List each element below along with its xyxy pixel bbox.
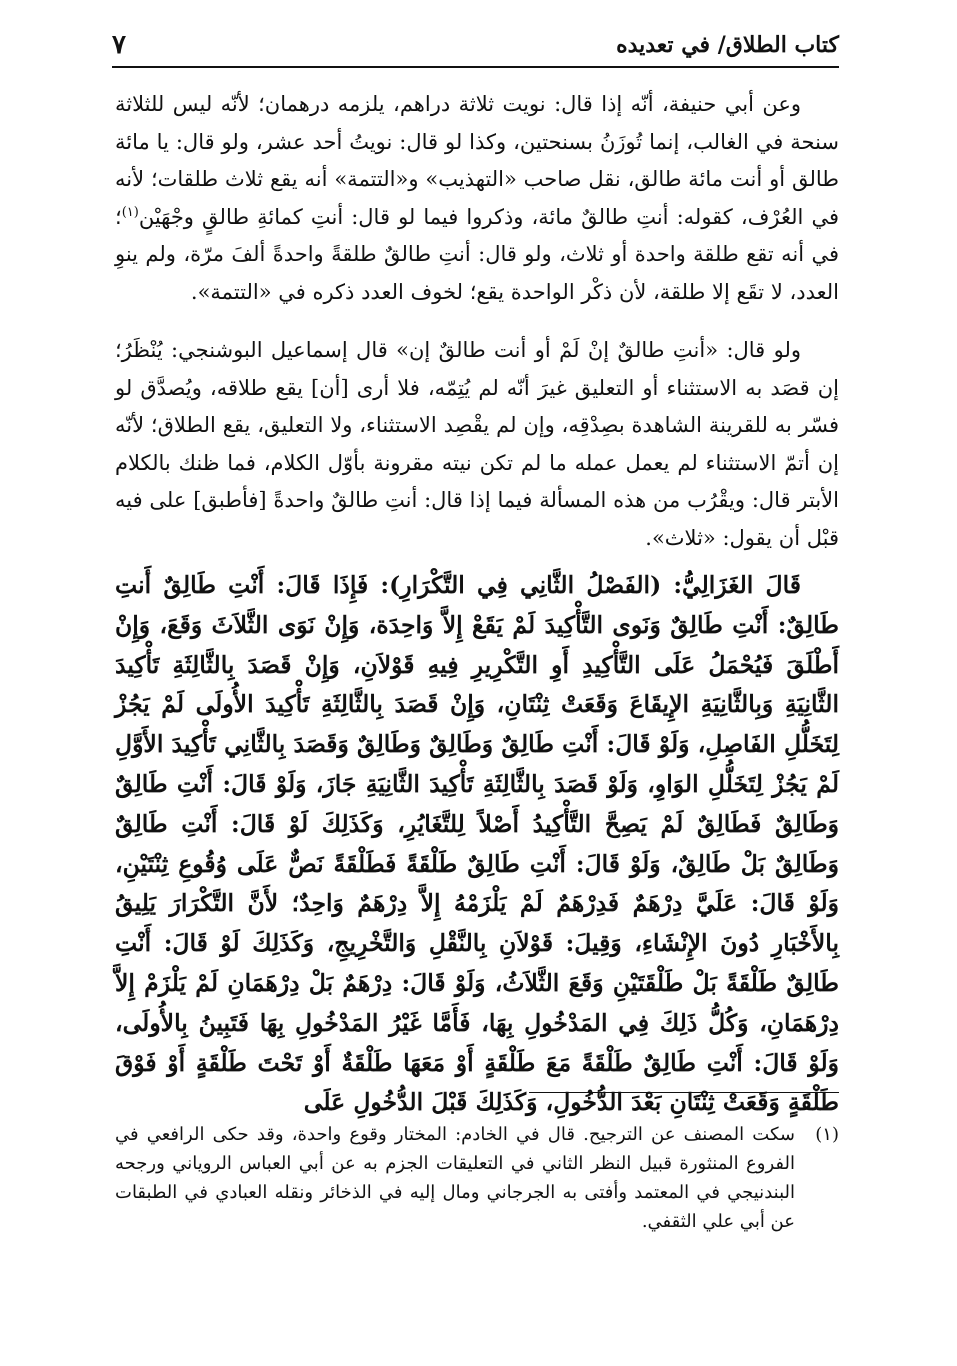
paragraph-1-text: وعن أبي حنيفة، أنّه إذا قال: نويت ثلاثة دراهم، يلزمه درهمان؛ لأنّه ليس للثلاثة سنحة في الغالب، إنما تُوزَنُ بسنحتين، وكذا لو قال: نويتُ أحد عشر، ولو قال: يا مائة طالق أو أنت مائة طالق، نقل صاحب «التهذيب» و«التتمة» أنه يقع ثلاث طلقات؛ لأنه في العُرْف، كقوله: أنتِ طالقٌ مائة، وذكروا فيما لو قال: أنتِ كمائةِ طالقٍ وجْهَيْن bbox=[115, 92, 839, 229]
footnote-reference: (١) bbox=[121, 204, 139, 220]
paragraph-1-continuation: ؛ في أنه تقع طلقة واحدة أو ثلاث، ولو قال: أنتِ طالقٌ طلقةً واحدةً ألفَ مرّة، ولم ينوِ العدد، لا تقَع إلا طلقة، لأن ذكْر الواحدة يقع؛ لخوف العدد ذكره في «التتمة». bbox=[115, 204, 839, 304]
footnote bbox=[115, 1120, 839, 1236]
paragraph-1 bbox=[115, 86, 839, 311]
footnote-mark: (١) bbox=[815, 1124, 839, 1145]
paragraph-2: ولو قال: «أنتِ طالقٌ إنْ لَمْ أو أنت طالقٌ إن» قال إسماعيل البوشنجي: يُنْظَرُ؛ إن قصَد به الاستثناء أو التعليق غيرَ أنّه لم يُتِمّه، فلا أرى [أن] يقع طلاقه، ويُصدَّق لو فسّر به للقرينة الشاهدة بصِدْقِه، وإن لم يقْصِد الاستثناء، ولا التعليق، يقع الطلاق؛ لأنّه إن أتمّ الاستثناء لم يعمل عمله ما لم تكن نيته مقرونة بأوّل الكلام، فما ظنك بالكلام الأبتر قال: ويقْرُب من هذه المسألة فيما إذا قال: أنتِ طالقٌ واحدةً [فأطبق] على فيه قبْل أن يقول: «ثلاث». bbox=[115, 338, 839, 550]
matn-paragraph: قَالَ الغَزَالِيُّ: (الفَصْلُ الثَّانِي فِي التَّكْرَارِ): فَإِذَا قَالَ: أَنْتِ طَالِقٌ أَنتِ طَالِقٌ: أَنْتِ طَالِقٌ وَنَوى التَّأْكِيدَ لَمْ يَقَعْ إِلاَّ وَاحِدَة، وَإِنْ نَوَى الثَّلاَثَ وَقَعَ، وَإِنْ أَطْلَقَ فَيُحْمَلُ عَلَى التَّأْكِيدِ أَوِ التَّكْرِيرِ فِيهِ قَوْلاَنِ، وَإِنْ قَصَدَ بِالثَّالِثَةِ تَأْكِيدَ الثَّانِيَةِ وَبِالثَّانِيَةِ الإِيقَاعَ وَقَعَتْ ثِنْتَانِ، وَإِنْ قَصَدَ بِالثَّالِثَةِ تَأْكِيدَ الأُولَى لَمْ يَجُزْ لِتَخَلُّلِ الفَاصِلِ، وَلَوْ قَالَ: أَنْتِ طَالِقٌ وَطَالِقٌ وَطَالِقٌ وَقَصَدَ بِالثَّانِي تَأْكِيدَ الأَوَّلِ لَمْ يَجُزْ لِتَخَلُّلِ الوَاوِ، وَلَوْ قَصَدَ بِالثَّالِثَةِ تَأْكِيدَ الثَّانِيَةِ جَازَ، وَلَوْ قَالَ: أَنْتِ طَالِقٌ وَطَالِقٌ فَطَالِقٌ لَمْ يَصِحَّ التَّأْكِيدُ أَصْلاً لِلتَّغَايُرِ، وَكَذَلِكَ لَوْ قَالَ: أَنْتِ طَالِقٌ وَطَالِقٌ بَلْ طَالِقٌ، وَلَوْ قَالَ: أَنْتِ طَالِقٌ طَلْقَةً فَطَلْقَةً نَصٌّ عَلَى وُقُوعِ ثِنْتَيْنِ، وَلَوْ قَالَ: عَلَيَّ دِرْهَمٌ فَدِرْهَمٌ لَمْ يَلْزَمْهُ إِلاَّ دِرْهَمٌ وَاحِدٌ؛ لأَنَّ التَّكْرَارَ يَلِيقُ بِالأَخْبَارِ دُونَ الإِنْشَاءِ، وَقِيلَ: قَوْلاَنِ بِالنَّقْلِ وَالتَّخْرِيجِ، وَكَذَلِكَ لَوْ قَالَ: أَنْتِ طَالِقٌ طَلْقَةً بَلْ طَلْقَتَيْنِ وَقَعَ الثَّلاَثُ، وَلَوْ قَالَ: دِرْهَمٌ بَلْ دِرْهَمَانِ لَمْ يَلْزَمْ إِلاَّ دِرْهَمَانِ، وَكُلُّ ذَلِكَ فِي المَدْخُولِ بِهَا، فَأَمَّا غَيْرُ المَدْخُولِ بِهَا فَتَبِينُ بِالأُولَى، وَلَوْ قَالَ: أَنْتِ طَالِقٌ طَلْقَةً مَعَ طَلْقَةٍ أَوْ مَعَهَا طَلْقَةٌ أَوْ تَحْتَ طَلْقَةٍ أَوْ فَوْقَ طَلْقَةٍ وَقَعَتْ ثِنْتَانِ بَعْدَ الدُّخُولِ، وَكَذَلِكَ قَبْلَ الدُّخُولِ عَلَى bbox=[115, 571, 839, 1117]
page-header bbox=[112, 18, 839, 68]
page-number: ٧ bbox=[112, 30, 126, 60]
footnote-separator bbox=[529, 1092, 839, 1093]
running-title: كتاب الطلاق/ في تعديده bbox=[616, 32, 839, 58]
footnote-text: سكت المصنف عن الترجيح. قال في الخادم: المختار وقوع واحدة، وقد حكى الرافعي في الفروع المنثورة قبيل النظر الثاني في التعليقات الجزم به عن أبي العباس الروياني ورجحه البندنيجي في المعتمد وأفتى به الجرجاني ومال إليه في الذخائر ونقله العبادي في الطبقات عن أبي علي الثقفي. bbox=[115, 1124, 795, 1232]
